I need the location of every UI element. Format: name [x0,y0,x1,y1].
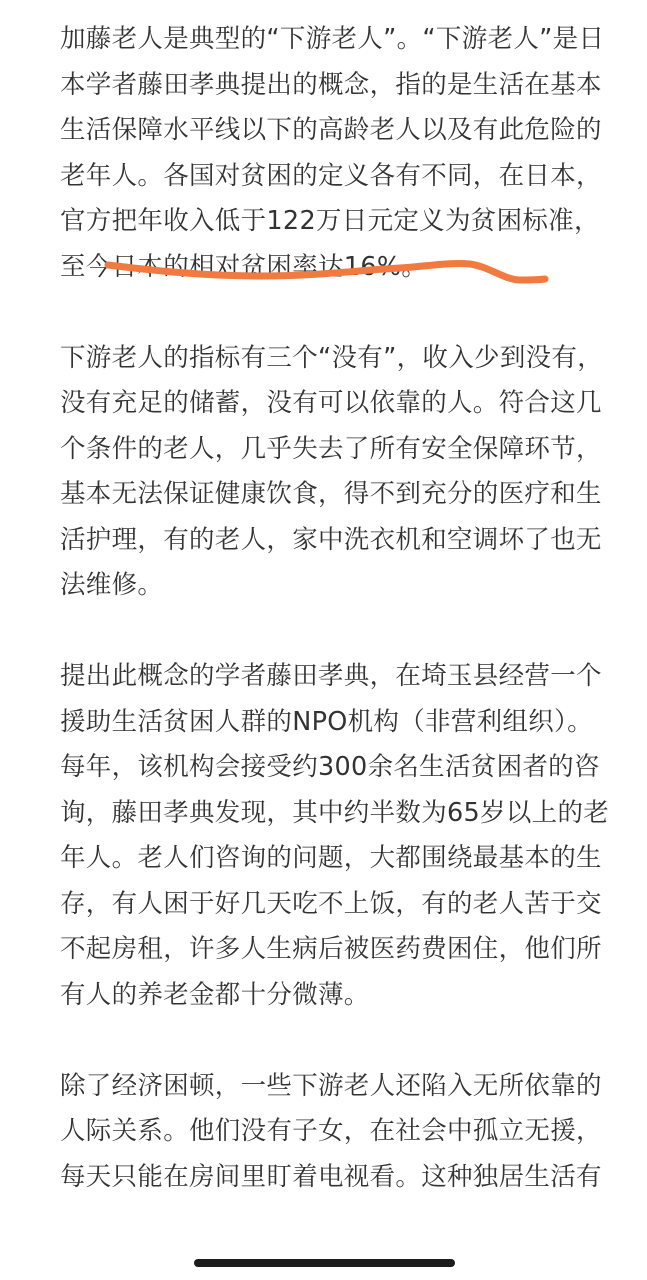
text-line: 本学者藤田孝典提出的概念，指的是生活在基本 [60,69,602,100]
paragraph [60,336,640,609]
text-line: 人际关系。他们没有子女，在社会中孤立无援， [60,1116,602,1146]
text-line: 法维修。 [60,570,164,600]
text-line: 有人的养老金都十分微薄。 [60,979,370,1010]
paragraph [60,17,640,290]
text-line: 老年人。各国对贫困的定义各有不同，在日本， [60,160,602,191]
text-line: 基本无法保证健康饮食，得不到充分的医疗和生 [60,479,602,509]
home-indicator[interactable] [194,1259,455,1267]
text-line: 每年，该机构会接受约300余名生活贫困者的咨 [60,752,600,782]
text-line: 除了经济困顿，一些下游老人还陷入无所依靠的 [60,1070,602,1101]
text-line: 不起房租，许多人生病后被医药费困住，他们所 [60,934,602,964]
text-line: 个条件的老人，几乎失去了所有安全保障环节， [60,433,602,464]
text-line: 年人。老人们咨询的问题，大都围绕最基本的生 [60,843,602,873]
text-line: 没有充足的储蓄，没有可以依靠的人。符合这几 [60,388,602,418]
text-line: 官方把年收入低于122万日元定义为贫困标准， [60,206,600,236]
text-line: 下游老人的指标有三个“没有”，收入少到没有， [60,342,604,373]
text-line: 至今日本的相对贫困率达16%。 [60,251,428,282]
text-line: 每天只能在房间里盯着电视看。这种独居生活有 [60,1161,602,1192]
text-line: 生活保障水平线以下的高龄老人以及有此危险的 [60,115,602,145]
paragraph [60,654,640,1018]
text-line: 存，有人困于好几天吃不上饭，有的老人苦于交 [60,888,602,919]
text-line: 询，藤田孝典发现，其中约半数为65岁以上的老 [60,797,610,828]
text-line: 援助生活贫困人群的NPO机构（非营利组织）。 [60,706,593,737]
text-line: 加藤老人是典型的“下游老人”。“下游老人”是日 [60,24,605,54]
text-line: 活护理，有的老人，家中洗衣机和空调坏了也无 [60,524,602,555]
text-line: 提出此概念的学者藤田孝典，在埼玉县经营一个 [60,661,602,691]
paragraph [60,1064,640,1201]
article-body [60,17,640,1248]
